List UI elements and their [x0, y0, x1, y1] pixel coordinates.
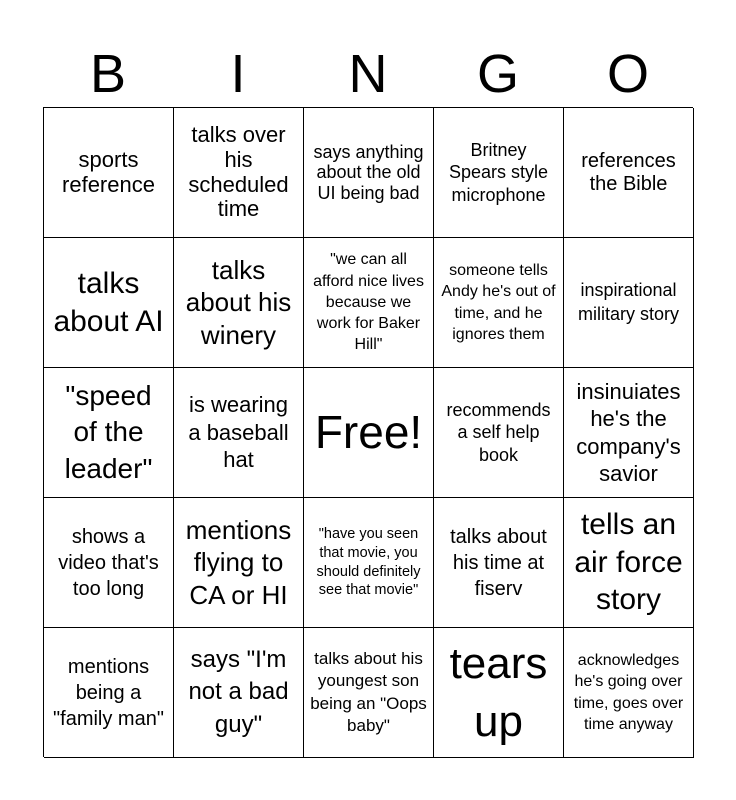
bingo-cell[interactable] [44, 368, 174, 498]
bingo-cell[interactable] [564, 368, 694, 498]
cell-text: talks about his youngest son being an "Oops baby" [310, 649, 427, 735]
cell-text: "have you seen that movie, you should definitely see that movie" [316, 525, 421, 599]
bingo-cell[interactable] [434, 368, 564, 498]
bingo-cell[interactable] [304, 498, 434, 628]
header-letter-n: N [348, 44, 388, 104]
bingo-cell[interactable] [564, 238, 694, 368]
bingo-header [43, 40, 693, 108]
header-letter-o: O [606, 44, 649, 104]
bingo-cell[interactable] [44, 628, 174, 758]
cell-text: says anything about the old UI being bad [313, 142, 424, 203]
header-letter-b: B [89, 44, 127, 104]
cell-text: someone tells Andy he's out of time, and he ignores them [441, 261, 556, 343]
bingo-grid [43, 107, 693, 757]
bingo-cell[interactable] [434, 108, 564, 238]
cell-text: tells an air force story [574, 508, 683, 617]
bingo-cell[interactable] [434, 628, 564, 758]
bingo-cell[interactable] [174, 498, 304, 628]
cell-text: is wearing a baseball hat [188, 392, 289, 473]
cell-text: mentions being a "family man" [53, 655, 164, 730]
bingo-cell[interactable] [174, 628, 304, 758]
bingo-cell[interactable] [304, 368, 434, 498]
cell-text: references the Bible [581, 149, 676, 195]
bingo-cell[interactable] [434, 238, 564, 368]
bingo-cell[interactable] [304, 628, 434, 758]
bingo-cell[interactable] [434, 498, 564, 628]
cell-text: talks about his time at fiserv [450, 525, 547, 600]
cell-text: talks over his scheduled time [188, 121, 289, 222]
cell-text: "we can all afford nice lives because we work for Baker Hill" [313, 251, 424, 354]
bingo-cell[interactable] [564, 628, 694, 758]
cell-text: recommends a self help book [446, 399, 551, 465]
cell-text: insinuiates he's the company's savior [576, 378, 681, 486]
bingo-cell[interactable] [564, 108, 694, 238]
cell-text: Britney Spears style microphone [448, 139, 549, 205]
bingo-cell[interactable] [44, 498, 174, 628]
bingo-cell[interactable] [44, 238, 174, 368]
bingo-cell[interactable] [174, 108, 304, 238]
bingo-cell[interactable] [564, 498, 694, 628]
header-letter-i: I [230, 44, 246, 104]
cell-text: says "I'm not a bad guy" [188, 645, 289, 738]
cell-text: sports reference [62, 146, 155, 197]
cell-text: acknowledges he's going over time, goes over time anyway [573, 651, 684, 733]
cell-text: tears up [449, 639, 548, 746]
bingo-cell[interactable] [304, 238, 434, 368]
cell-text: mentions flying to CA or HI [185, 514, 292, 610]
cell-text: "speed of the leader" [64, 379, 153, 484]
cell-text: inspirational military story [577, 279, 679, 324]
bingo-cell[interactable] [174, 368, 304, 498]
bingo-cell[interactable] [44, 108, 174, 238]
header-letter-g: G [476, 44, 519, 104]
free-space-label: Free! [314, 405, 423, 458]
cell-text: talks about AI [53, 267, 164, 338]
cell-text: shows a video that's too long [58, 525, 159, 600]
cell-text: talks about his winery [185, 254, 292, 350]
bingo-cell[interactable] [174, 238, 304, 368]
bingo-cell[interactable] [304, 108, 434, 238]
